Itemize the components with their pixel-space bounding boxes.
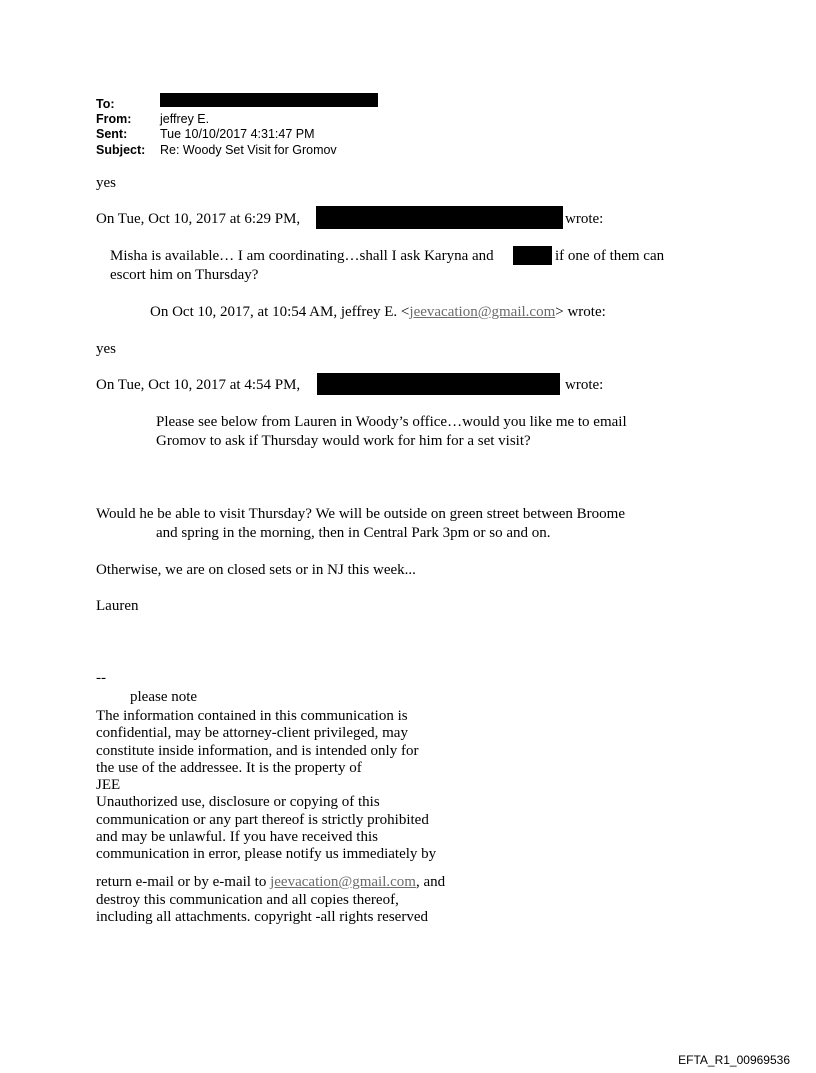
quote-attribution-wrote: > wrote:: [555, 304, 606, 320]
to-label: To:: [96, 97, 115, 111]
document-id: EFTA_R1_00969536: [678, 1053, 790, 1067]
email-link[interactable]: jeevacation@gmail.com: [270, 874, 416, 890]
disclaimer-line: destroy this communication and all copies thereof,: [96, 892, 399, 908]
from-value: jeffrey E.: [160, 112, 210, 126]
misha-message-line: escort him on Thursday?: [110, 267, 259, 283]
disclaimer-line: and may be unlawful. If you have received this: [96, 829, 378, 846]
quote-attribution: On Tue, Oct 10, 2017 at 6:29 PM,: [96, 211, 301, 227]
disclaimer-line: [96, 874, 445, 891]
quote-attribution: [150, 303, 606, 322]
lauren-message-line: Would he be able to visit Thursday? We will be outside on green street between Broome: [96, 506, 625, 522]
disclaimer-line: communication in error, please notify us immediately by: [96, 846, 437, 863]
subject-value: Re: Woody Set Visit for Gromov: [160, 143, 337, 157]
reply-text: yes: [96, 341, 116, 357]
quote-attribution: On Tue, Oct 10, 2017 at 4:54 PM,: [96, 377, 301, 393]
disclaimer-text: [96, 892, 428, 927]
disclaimer-line: JEE: [96, 777, 121, 794]
disclaimer-line: Unauthorized use, disclosure or copying of this: [96, 794, 380, 811]
redacted-sender: [316, 206, 563, 229]
lauren-message-line: and spring in the morning, then in Central Park 3pm or so and on.: [156, 525, 551, 541]
disclaimer-line: including all attachments. copyright -all rights reserved: [96, 909, 428, 926]
lauren-message-line: Otherwise, we are on closed sets or in NJ this week...: [96, 562, 416, 578]
forward-note-line: Gromov to ask if Thursday would work for him for a set visit?: [156, 433, 531, 449]
email-link[interactable]: jeevacation@gmail.com: [409, 304, 556, 320]
forward-note-line: Please see below from Lauren in Woody’s office…would you like me to email: [156, 414, 627, 430]
disclaimer-text-fragment: return e-mail or by e-mail to: [96, 874, 267, 890]
disclaimer-line: the use of the addressee. It is the property of: [96, 759, 362, 776]
signature: Lauren: [96, 598, 139, 614]
disclaimer-text: [96, 708, 436, 864]
sent-label: Sent:: [96, 127, 128, 141]
disclaimer-line: confidential, may be attorney-client privileged, may: [96, 725, 408, 742]
disclaimer-line: constitute inside information, and is intended only for: [96, 742, 419, 759]
please-note: please note: [130, 689, 198, 705]
redacted-sender: [317, 373, 560, 395]
disclaimer-line: communication or any part thereof is strictly prohibited: [96, 811, 429, 828]
sent-value: Tue 10/10/2017 4:31:47 PM: [160, 127, 315, 141]
reply-text: yes: [96, 175, 116, 191]
from-label: From:: [96, 112, 132, 126]
redacted-recipient: [160, 93, 378, 107]
quote-attribution-wrote: wrote:: [565, 211, 604, 227]
quote-attribution-text: On Oct 10, 2017, at 10:54 AM, jeffrey E. <: [150, 304, 410, 320]
misha-message-line: Misha is available… I am coordinating…shall I ask Karyna and: [110, 248, 494, 264]
signature-separator: --: [96, 670, 106, 686]
misha-message-line-end: if one of them can: [555, 248, 665, 264]
subject-label: Subject:: [96, 143, 146, 157]
quote-attribution-wrote: wrote:: [565, 377, 604, 393]
disclaimer-text-fragment: , and: [415, 874, 446, 890]
redacted-name: [513, 246, 552, 265]
disclaimer-line: The information contained in this communication is: [96, 708, 408, 724]
